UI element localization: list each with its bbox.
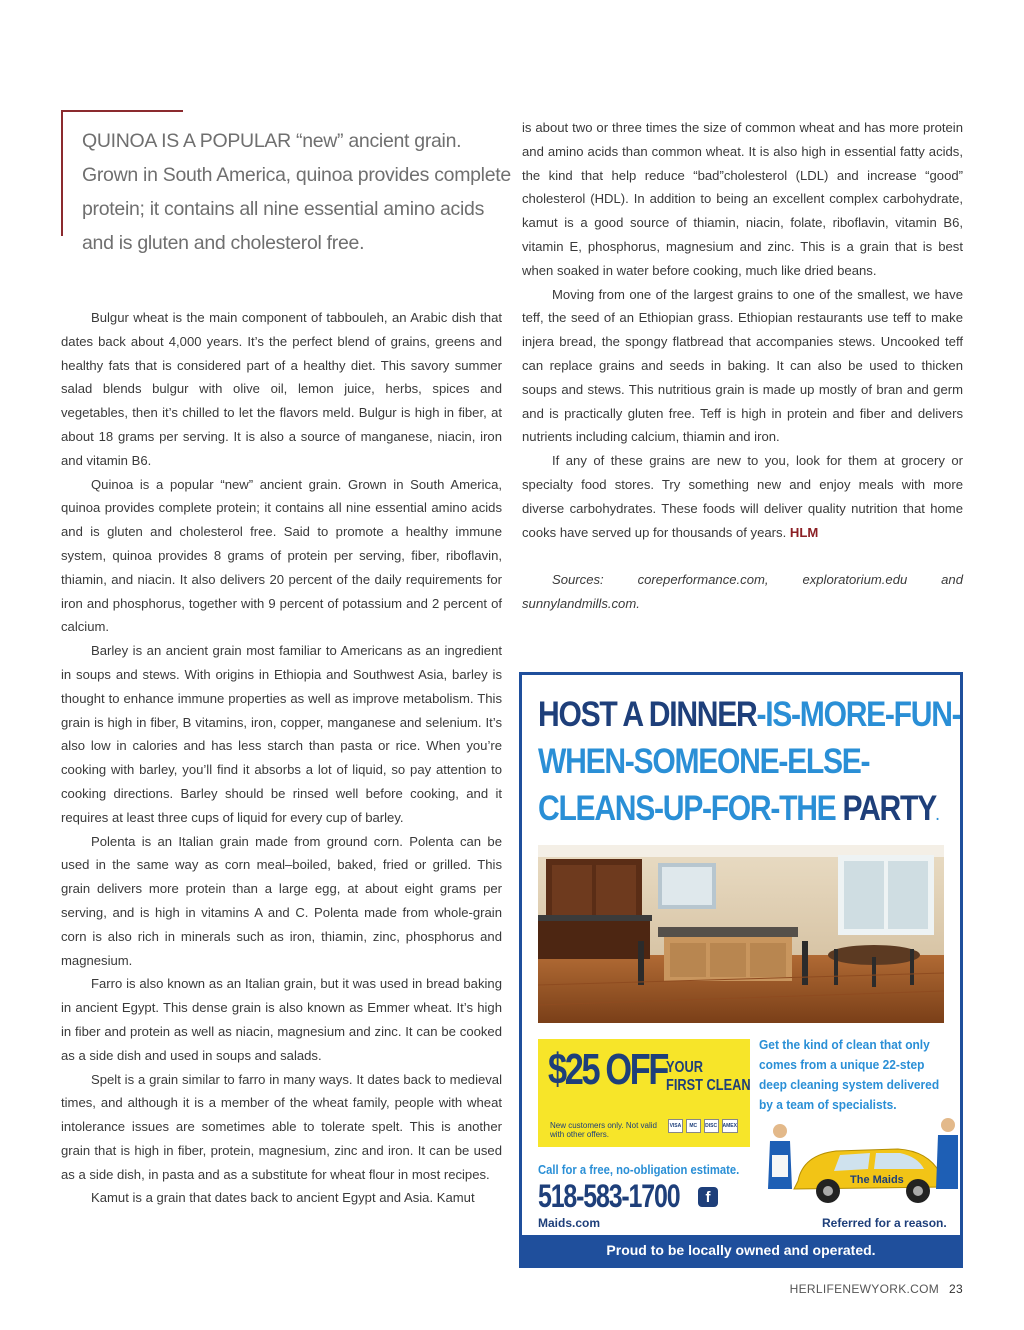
page-footer (790, 1282, 963, 1296)
ad-tagline: Referred for a reason. (822, 1216, 947, 1230)
offer-fine-print: New customers only. Not valid with other offers. (550, 1121, 657, 1139)
card-mastercard-icon: MC (686, 1119, 701, 1133)
ad-headline-part: CLEANS-UP-FOR-THE (538, 789, 843, 828)
paragraph-bulgur: Bulgur wheat is the main component of tabbouleh, an Arabic dish that dates back about 4,000 years. It’s the perfect blend of grains, greens and healthy fats that is considered part of a healthy diet. This savory summer salad blends bulgur with olive oil, lemon juice, herbs, spices and vegetables, then it’s chilled to let the flavors meld. Bulgur is high in fiber, at about 18 grams per serving. It is also a source of manganese, niacin, iron and vitamin B6. (61, 310, 502, 468)
left-column (61, 306, 502, 1210)
ad-description: Get the kind of clean that only comes from a unique 22-step deep cleaning system delivered by a team of specialists. (759, 1037, 940, 1112)
ad-headline (538, 691, 961, 839)
card-amex-icon: AMEX (722, 1119, 738, 1133)
card-discover-icon: DISC (704, 1119, 719, 1133)
ad-headline-part: HOST A DINNER (538, 695, 757, 734)
ad-headline-part: -IS-MORE-FUN- (756, 695, 961, 734)
payment-cards (668, 1119, 738, 1133)
paragraph-teff: Moving from one of the largest grains to one of the smallest, we have teff, the seed of an Ethiopian grass. Ethiopian restaurants use teff to make injera bread, the spongy flatbread that accompanies stews. Uncooked teff can replace grains and seeds in baking. It can also be used to thicken soups and stews. This nutritious grain is made up mostly of bran and germ and is practically gluten free. Teff is high in protein and fiber and delivers nutrients including calcium, thiamin and iron. (522, 286, 963, 445)
maids-brand-logo: The Maids (850, 1174, 904, 1186)
ad-footer-banner: Proud to be locally owned and operated. (522, 1235, 960, 1265)
ad-headline-part: PARTY (842, 789, 936, 828)
sources-line: Sources: coreperformance.com, exploratorium.edu and sunnylandmills.com. (522, 572, 963, 612)
website-link[interactable]: Maids.com (538, 1216, 601, 1230)
card-visa-icon: VISA (668, 1119, 683, 1133)
paragraph-farro: Farro is also known as an Italian grain, but it was used in bread baking in ancient Egypt. This dense grain is also known as Emmer wheat. It’s high in fiber and protein as well as niacin, magnesium and zinc. It can be cooked as a side dish and used in soups and salads. (61, 976, 502, 1063)
paragraph-kamut-start: Kamut is a grain that dates back to ancient Egypt and Asia. Kamut (91, 1190, 475, 1206)
maids-advertisement[interactable] (519, 672, 963, 1268)
paragraph-quinoa: Quinoa is a popular “new” ancient grain. Grown in South America, quinoa provides complete protein; it contains all nine essential amino acids and is gluten and cholesterol free. Said to promote a healthy immune system, quinoa provides 8 grams of protein per serving, fiber, riboflavin, thiamin, and niacin. It also delivers 20 percent of the daily requirements for iron and phosphorus, together with 9 percent of potassium and 2 percent of calcium. (61, 476, 502, 635)
kitchen-photo (538, 845, 944, 1023)
offer-subtitle (666, 1059, 751, 1095)
paragraph-barley: Barley is an ancient grain most familiar to Americans as an ingredient in soups and stews. With origins in Ethiopia and Southwest Asia, barley is thought to enhance immune properties as well as improve metabolism. This grain is high in fiber, B vitamins, iron, copper, manganese and selenium. It’s also low in calories and has less starch than pasta or rice. When you’re cooking with barley, you’ll find it absorbs a lot of liquid, so pay attention to cooking directions. Barley should be rinsed well before cooking, and it requires at least three cups of liquid for every cup of barley. (61, 643, 502, 825)
paragraph-polenta: Polenta is an Italian grain made from ground corn. Polenta can be used in the same way as corn meal–boiled, baked, fried or grilled. This grain delivers more protein than a large egg, at about eight grams per serving, and is high in vitamins A and C. Polenta made from whole-grain corn is also rich in minerals such as iron, thiamin, zinc, phosphorus and magnesium. (61, 833, 502, 968)
paragraph-spelt: Spelt is a grain similar to farro in many ways. It dates back to medieval times, and although it is a member of the wheat family, people with wheat intolerance issues are sometimes able to tolerate spelt. This is another grain that is high in fiber, protein, magnesium, zinc and iron. It can be used as a side dish, in pasta and as a substitute for wheat flour in most recipes. (61, 1071, 502, 1182)
paragraph-kamut-cont: is about two or three times the size of common wheat and has more protein and amino acids than common wheat. It is also high in essential fatty acids, the kind that help reduce “bad”cholesterol (LDL) and increase “good” cholesterol (HDL). In addition to being an excellent complex carbohydrate, kamut is a good source of thiamin, niacin, folate, riboflavin, vitamin B6, vitamin E, phosphorus, magnesium and zinc. This is a grain that is best when soaked in water before cooking, much like dried beans. (522, 120, 963, 278)
pullquote-rule-left (61, 110, 63, 236)
closing-text: If any of these grains are new to you, look for them at grocery or specialty food stores. Try something new and enjoy meals with more diverse carbohydrates. These foods will deliver quality nutrition that home cooks have served up for thousands of years. (522, 453, 963, 540)
offer-line: YOUR (666, 1059, 703, 1076)
ad-headline-mark: . (935, 807, 938, 823)
page-number: 23 (949, 1282, 963, 1296)
pullquote-block (61, 110, 511, 254)
pullquote-text: QUINOA IS A POPULAR “new” ancient grain. Grown in South America, quinoa provides complete protein; it contains all nine essential amino acids and is gluten and cholesterol free. (82, 130, 511, 254)
right-column (522, 116, 963, 616)
ad-headline-part: WHEN-SOMEONE-ELSE- (538, 742, 870, 781)
footer-site: HERLIFENEWYORK.COM (789, 1282, 940, 1296)
phone-number[interactable]: 518-583-1700 (538, 1178, 680, 1214)
facebook-icon[interactable]: f (698, 1187, 718, 1207)
call-text: Call for a free, no-obligation estimate. (538, 1163, 740, 1177)
maids-car-illustration (758, 1111, 958, 1211)
paragraph-closing (522, 449, 963, 544)
offer-line: FIRST CLEAN (666, 1077, 751, 1094)
offer-box (538, 1039, 750, 1147)
hlm-signoff: HLM (789, 524, 819, 540)
pullquote-rule-top (61, 110, 183, 112)
offer-amount: $25 OFF (548, 1045, 668, 1094)
